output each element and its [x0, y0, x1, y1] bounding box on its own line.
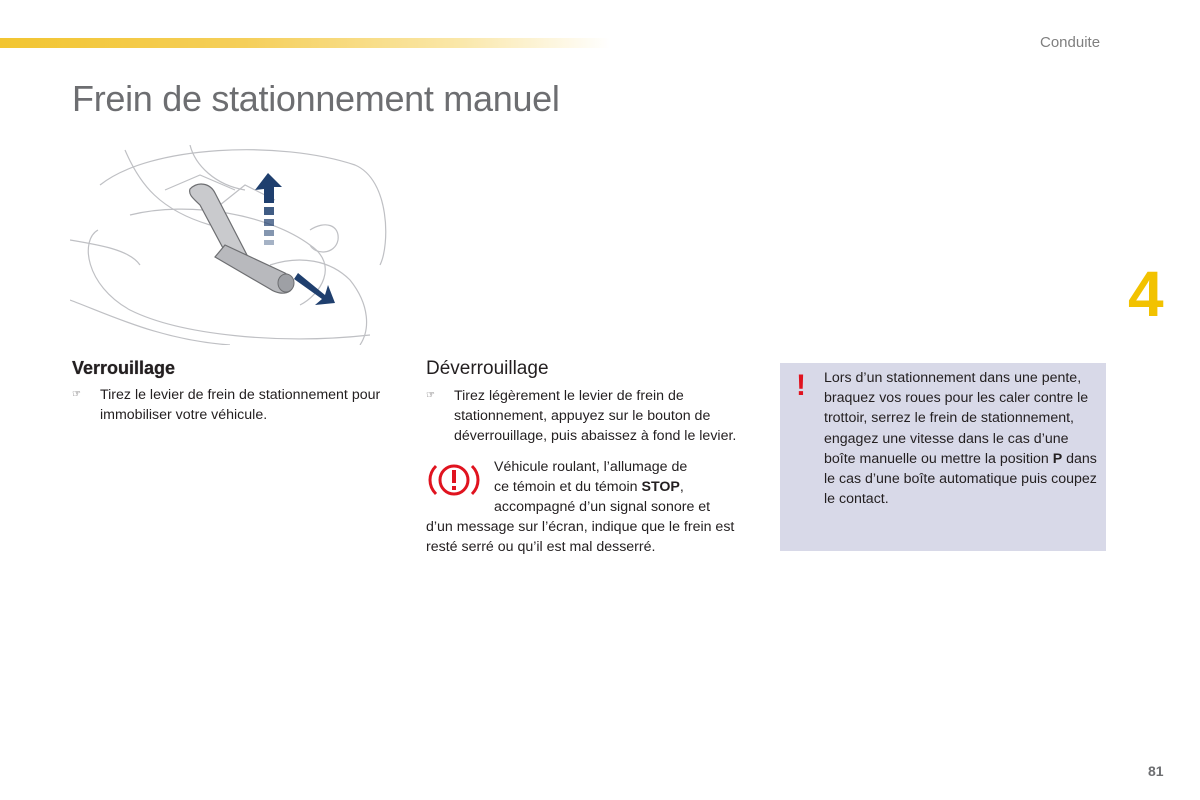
- handbrake-lever-illustration: [70, 145, 400, 345]
- callout-text: Lors d’un stationnement dans une pente, braquez vos roues pour les caler contre le trottoir, serrez le frein de stationnement, engagez une vitesse dans le cas d’une boîte manuelle ou mettre la position P dans le cas d’une boîte automatique puis coupez le contact.: [824, 370, 1097, 508]
- chapter-number: 4: [1128, 258, 1164, 330]
- unlocking-bullet-text: Tirez légèrement le levier de frein de stationnement, appuyez sur le bouton de déverrouillage, puis abaissez à fond le levier.: [454, 388, 737, 445]
- unlocking-heading: Déverrouillage: [426, 358, 549, 379]
- warning-note: [426, 457, 741, 558]
- warning-line-3: accompagné d’un signal sonore et: [494, 499, 711, 516]
- section-name: Conduite: [1040, 34, 1101, 51]
- brake-warning-icon: [426, 459, 482, 501]
- unlocking-section: [426, 358, 741, 558]
- hand-pointer-icon: ☞: [72, 389, 81, 400]
- warning-line-1: Véhicule roulant, l’allumage de: [494, 458, 688, 475]
- stop-label: STOP: [641, 478, 680, 495]
- warning-line-rest: d’un message sur l’écran, indique que le frein est resté serré ou qu’il est mal desserré.: [426, 519, 735, 556]
- locking-bullet-text: Tirez le levier de frein de stationnement pour immobiliser votre véhicule.: [100, 387, 381, 424]
- exclamation-icon: !: [796, 369, 806, 402]
- page-number: 81: [1148, 763, 1164, 779]
- locking-bullet-item: [72, 385, 382, 425]
- page-title: Frein de stationnement manuel: [72, 78, 560, 119]
- locking-heading: Verrouillage: [72, 358, 176, 378]
- locking-section: [72, 358, 382, 425]
- hand-pointer-icon: ☞: [426, 390, 435, 401]
- warning-line-2: ce témoin et du témoin STOP,: [494, 478, 684, 495]
- slope-parking-callout: [780, 363, 1106, 551]
- header-accent-bar: [0, 38, 610, 48]
- unlocking-bullet-item: [426, 386, 741, 447]
- callout-bold-p: P: [1052, 450, 1063, 467]
